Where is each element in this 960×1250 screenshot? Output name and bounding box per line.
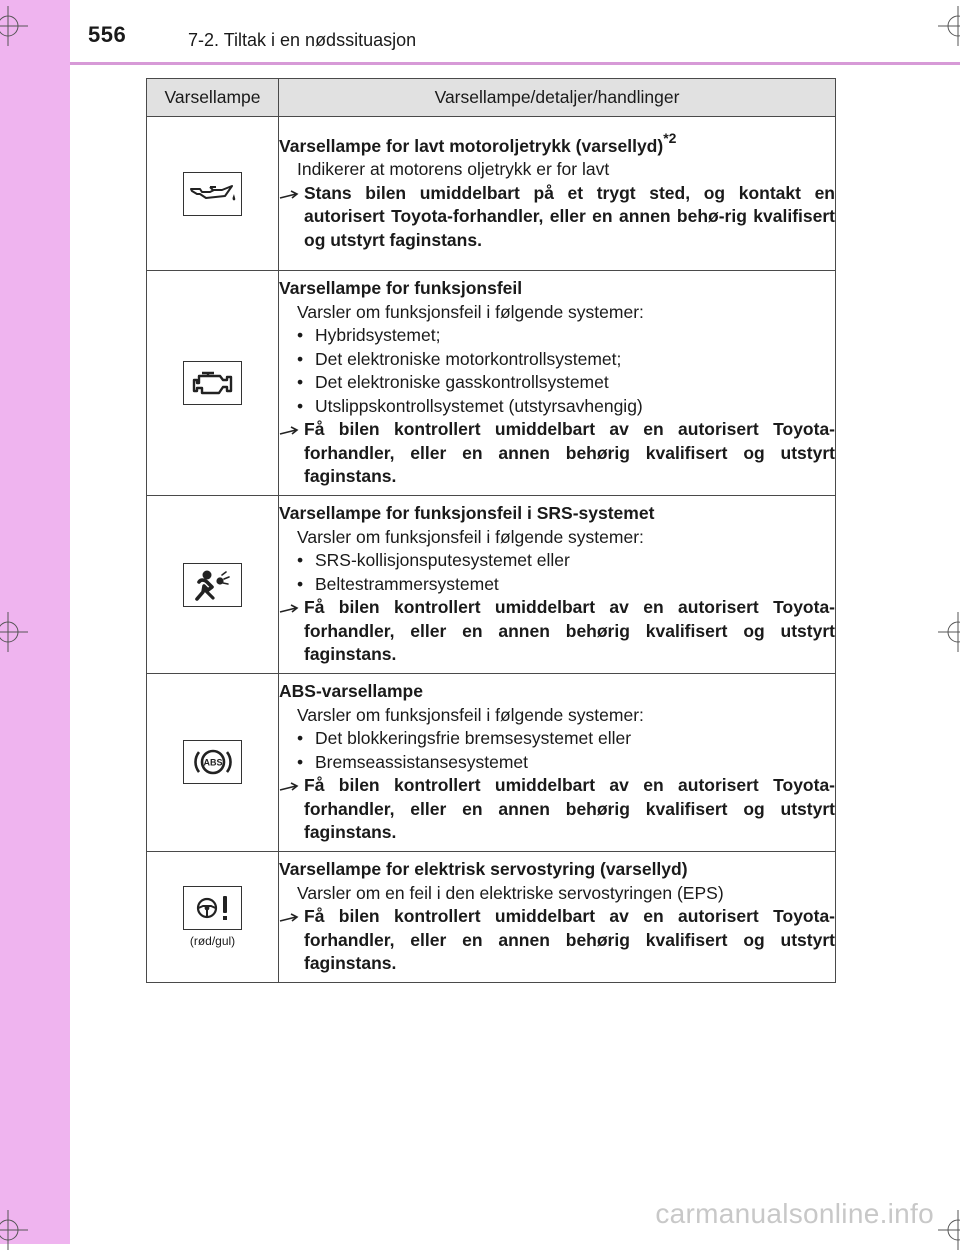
list-item: • Bremseassistansesystemet: [279, 751, 835, 775]
list-item-text: Bremseassistansesystemet: [315, 751, 528, 772]
list-item-text: Det elektroniske motorkontrollsystemet;: [315, 348, 622, 369]
action-instruction: [279, 182, 835, 253]
icon-cell: [147, 852, 279, 983]
details-cell: [279, 496, 836, 674]
list-item: • Utslippskontrollsystemet (utstyrsavhengig): [279, 395, 835, 419]
watermark-link[interactable]: carmanualsonline.info: [655, 1198, 934, 1229]
table-row: [147, 852, 836, 983]
table-row: [147, 271, 836, 496]
warning-description: Varsler om en feil i den elektriske servostyringen (EPS): [297, 882, 724, 903]
crop-mark-icon: [938, 1210, 960, 1250]
srs-airbag-icon: [183, 563, 242, 607]
icon-cell: [147, 674, 279, 852]
list-item-text: Beltestrammersystemet: [315, 573, 499, 594]
action-text: Få bilen kontrollert umiddelbart av en autorisert Toyota-forhandler, eller en annen behørig kvalifisert og utstyrt faginstans.: [304, 419, 835, 487]
table-header-row: [147, 79, 836, 117]
column-header-details: Varsellampe/detaljer/handlinger: [279, 79, 836, 117]
crop-mark-icon: [938, 6, 960, 46]
action-text: Få bilen kontrollert umiddelbart av en autorisert Toyota-forhandler, eller en annen behørig kvalifisert og utstyrt faginstans.: [304, 906, 835, 974]
details-cell: [279, 271, 836, 496]
oil-pressure-icon: [183, 172, 242, 216]
warning-description: Varsler om funksjonsfeil i følgende systemer:: [297, 704, 644, 725]
action-instruction: [279, 905, 835, 976]
table-row: [147, 674, 836, 852]
warning-description: Varsler om funksjonsfeil i følgende systemer:: [297, 526, 644, 547]
list-item: • Det blokkeringsfrie bremsesystemet eller: [279, 727, 835, 751]
warning-title: Varsellampe for elektrisk servostyring (varsellyd): [279, 859, 688, 880]
details-cell: [279, 674, 836, 852]
table-row: [147, 496, 836, 674]
warning-title: Varsellampe for funksjonsfeil i SRS-systemet: [279, 503, 655, 524]
crop-mark-icon: [0, 612, 28, 652]
action-instruction: [279, 774, 835, 845]
abs-icon: [183, 740, 242, 784]
footnote-marker: *2: [663, 129, 677, 146]
icon-cell: [147, 271, 279, 496]
list-item: • SRS-kollisjonsputesystemet eller: [279, 549, 835, 573]
warning-description: Indikerer at motorens oljetrykk er for lavt: [297, 159, 610, 180]
warning-title: [279, 129, 835, 159]
table-row: [147, 117, 836, 271]
abs-icon-label: ABS: [202, 757, 223, 768]
list-item-text: SRS-kollisjonsputesystemet eller: [315, 550, 570, 571]
crop-mark-icon: [0, 1210, 28, 1250]
warning-lights-table: [146, 78, 836, 983]
list-item: • Det elektroniske gasskontrollsystemet: [279, 371, 835, 395]
icon-caption: (rød/gul): [189, 934, 236, 948]
action-text: Få bilen kontrollert umiddelbart av en autorisert Toyota-forhandler, eller en annen behørig kvalifisert og utstyrt faginstans.: [304, 775, 835, 843]
details-cell: [279, 852, 836, 983]
warning-title-text: Varsellampe for lavt motoroljetrykk (varsellyd): [279, 135, 664, 156]
details-cell: [279, 117, 836, 271]
arrow-icon: [279, 905, 304, 976]
list-item-text: Det blokkeringsfrie bremsesystemet eller: [315, 728, 632, 749]
section-title: 7-2. Tiltak i en nødssituasjon: [188, 30, 417, 50]
warning-description: Varsler om funksjonsfeil i følgende systemer:: [297, 301, 644, 322]
list-item-text: Utslippskontrollsystemet (utstyrsavhengig): [315, 395, 643, 416]
icon-cell: [147, 117, 279, 271]
action-text: Få bilen kontrollert umiddelbart av en autorisert Toyota-forhandler, eller en annen behørig kvalifisert og utstyrt faginstans.: [304, 597, 835, 665]
list-item: • Beltestrammersystemet: [279, 573, 835, 597]
column-header-lamp: Varsellampe: [147, 79, 279, 117]
action-instruction: [279, 418, 835, 489]
header-rule: [70, 62, 960, 65]
warning-title: ABS-varsellampe: [279, 681, 423, 702]
arrow-icon: [279, 596, 304, 667]
list-item: • Det elektroniske motorkontrollsystemet;: [279, 348, 835, 372]
check-engine-icon: [183, 361, 242, 405]
power-steering-icon: [183, 886, 242, 930]
page-number: 556: [88, 22, 127, 47]
action-text: Stans bilen umiddelbart på et trygt sted, og kontakt en autorisert Toyota-forhandler, eller en annen behø-rig kvalifisert og utstyrt faginstans.: [304, 182, 835, 250]
icon-cell: [147, 496, 279, 674]
list-item-text: Hybridsystemet;: [315, 325, 441, 346]
arrow-icon: [279, 418, 304, 489]
arrow-icon: [279, 774, 304, 845]
list-item: • Hybridsystemet;: [279, 324, 835, 348]
arrow-icon: [279, 182, 304, 253]
crop-mark-icon: [938, 612, 960, 652]
warning-title: Varsellampe for funksjonsfeil: [279, 278, 523, 299]
action-instruction: [279, 596, 835, 667]
crop-mark-icon: [0, 6, 28, 46]
list-item-text: Det elektroniske gasskontrollsystemet: [315, 372, 609, 393]
